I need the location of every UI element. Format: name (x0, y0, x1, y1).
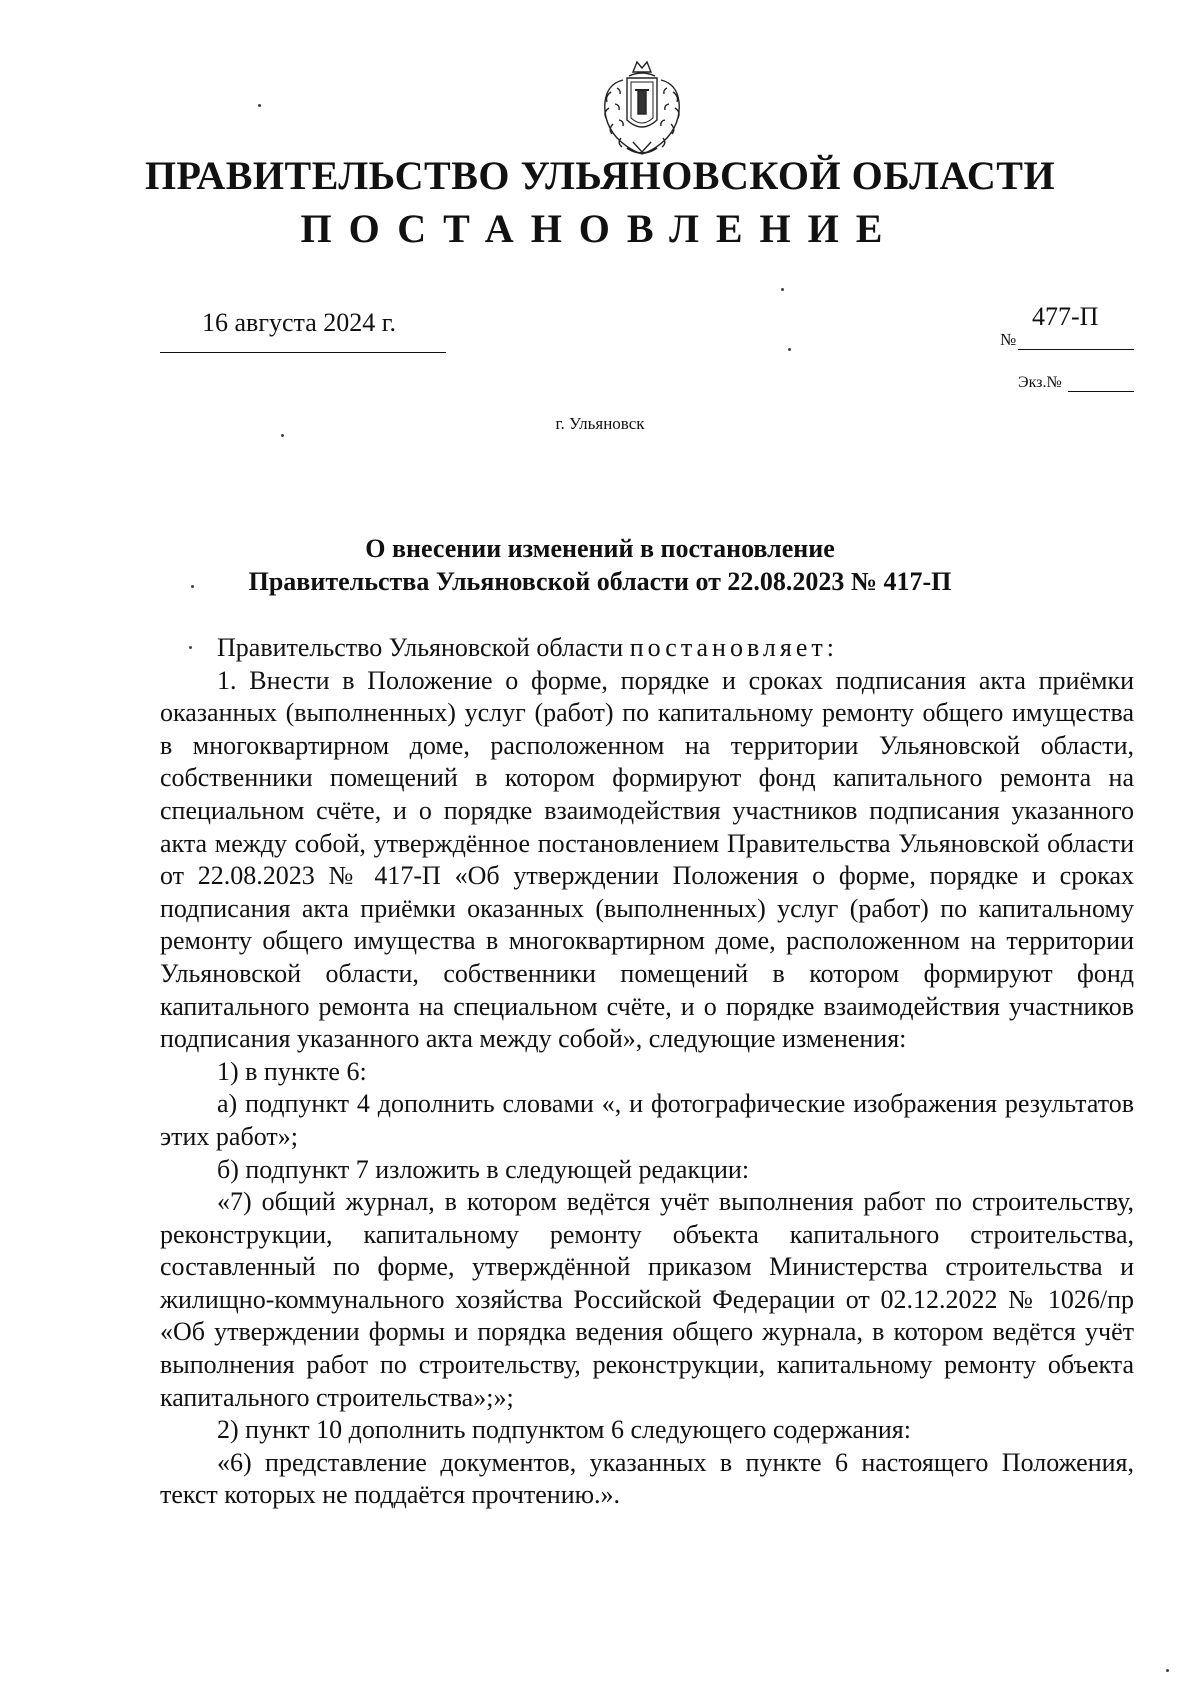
copy-number-label: Экз.№ (1018, 374, 1062, 391)
city: г. Ульяновск (555, 414, 645, 433)
body-paragraph-6: 2) пункт 10 дополнить подпунктом 6 следующего содержания: (217, 1415, 911, 1445)
body-intro (160, 632, 1134, 665)
number-label: № (1000, 330, 1017, 349)
body-paragraph-4: б) подпункт 7 изложить в следующей редакции: (217, 1154, 750, 1184)
document-date: 16 августа 2024 г. (202, 308, 396, 337)
body-paragraph-1: 1. Внести в Положение о форме, порядке и сроках подписания акта приёмки оказанных (выполненных) услуг (работ) по капитальному ремонту общего имущества в многоквартирном доме, расположенном на территории Ульяновской области, собственники помещений в котором формируют фонд капитального ремонта на специальном счёте, и о порядке взаимодействия участников подписания указанного акта между собой, утверждённое постановлением Правительства Ульяновской области от 22.08.2023 № 417-П «Об утверждении Положения о форме, порядке и сроках подписания акта приёмки оказанных (выполненных) услуг (работ) по капитальному ремонту общего имущества в многоквартирном доме, расположенном на территории Ульяновской области, собственники помещений в котором формируют фонд капитального ремонта на специальном счёте, и о порядке взаимодействия участников подписания указанного акта между собой», следующие изменения: (160, 665, 1134, 1054)
document-body (160, 632, 1134, 1512)
document-type: ПОСТАНОВЛЕНИЕ (300, 206, 900, 251)
intro-prefix: Правительство Ульяновской области (217, 633, 630, 662)
coat-of-arms-icon (597, 58, 687, 160)
intro-verb: постановляет (629, 633, 827, 662)
scan-speck (189, 646, 192, 649)
body-paragraph-7: «6) представление документов, указанных в пункте 6 настоящего Положения, текст которых не поддаётся прочтению.». (160, 1447, 1134, 1510)
organization-name: ПРАВИТЕЛЬСТВО УЛЬЯНОВСКОЙ ОБЛАСТИ (144, 153, 1056, 198)
copy-number-underline (1068, 391, 1134, 392)
title-line-2: Правительства Ульяновской области от 22.08.2023 № 417-П (248, 567, 952, 596)
scan-speck (191, 585, 194, 588)
body-paragraph-3: а) подпункт 4 дополнить словами «, и фотографические изображения результатов этих работ»; (160, 1089, 1134, 1151)
body-paragraph-2: 1) в пункте 6: (217, 1056, 367, 1086)
document-number: 477-П (1032, 302, 1099, 331)
scan-speck (281, 434, 284, 437)
title-line-1: О внесении изменений в постановление (365, 534, 835, 563)
scan-speck (781, 288, 784, 291)
document-title (0, 532, 1200, 598)
scan-speck (258, 104, 261, 107)
scan-speck (788, 348, 791, 351)
scan-speck (1166, 1669, 1169, 1672)
intro-suffix: : (826, 633, 834, 662)
number-underline (1018, 349, 1134, 350)
date-underline (160, 352, 446, 353)
body-paragraph-5: «7) общий журнал, в котором ведётся учёт выполнения работ по строительству, реконструкции, капитальному ремонту объекта капитального строительства, составленный по форме, утверждённой приказом Министерства строительства и жилищно-коммунального хозяйства Российской Федерации от 02.12.2022 № 1026/пр «Об утверждении формы и порядка ведения общего журнала, в котором ведётся учёт выполнения работ по строительству, реконструкции, капитальному ремонту объекта капитального строительства»;»; (160, 1187, 1134, 1412)
